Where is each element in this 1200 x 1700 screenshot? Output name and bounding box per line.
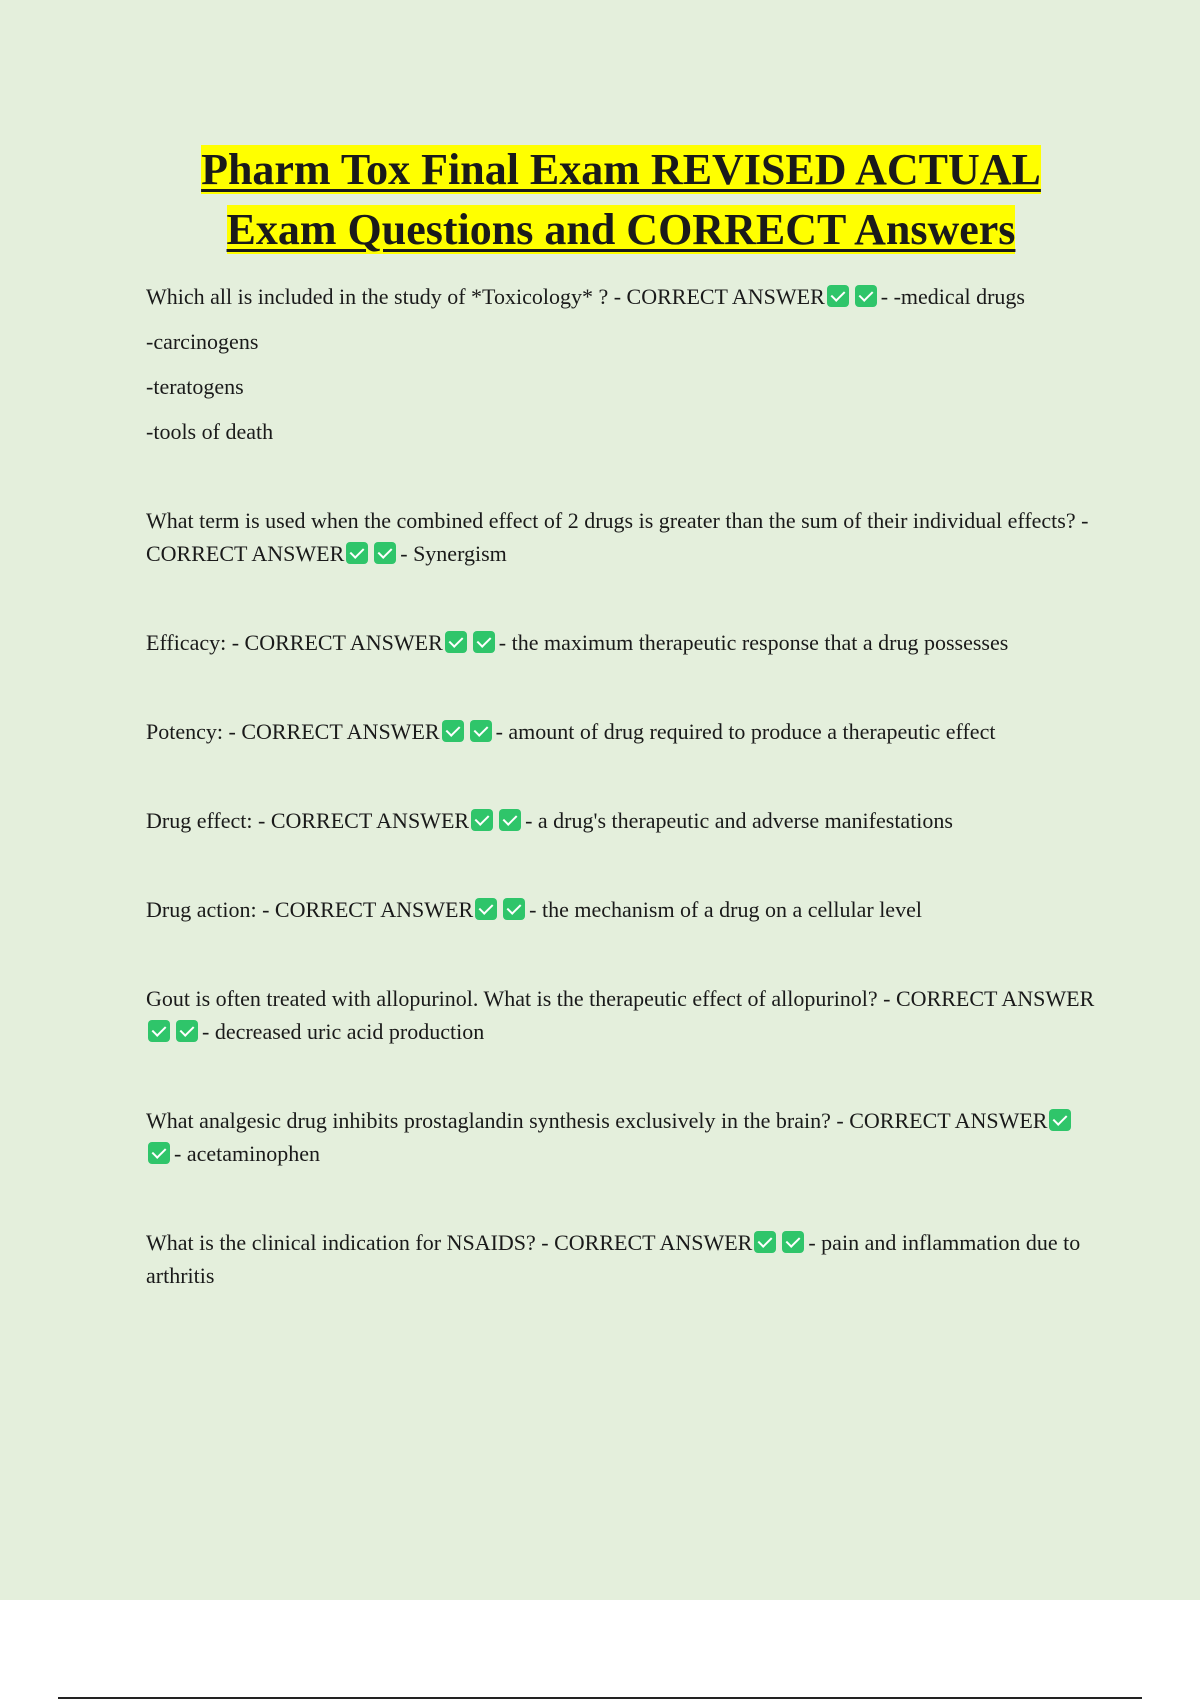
check-box-icon [445, 631, 467, 653]
check-box-icon [176, 1020, 198, 1042]
answer-text: - decreased uric acid production [202, 1019, 485, 1044]
question-text: Efficacy: - CORRECT ANSWER [146, 630, 443, 655]
check-box-icon [827, 285, 849, 307]
check-box-icon [503, 898, 525, 920]
qa-item [146, 715, 1096, 748]
answer-text: - the maximum therapeutic response that a drug possesses [498, 630, 1009, 655]
title-line-1: Pharm Tox Final Exam REVISED ACTUAL [201, 145, 1041, 194]
answer-extra-line: -carcinogens [146, 329, 259, 354]
question-text: What is the clinical indication for NSAIDS? - CORRECT ANSWER [146, 1230, 753, 1255]
check-box-icon [374, 542, 396, 564]
answer-extra-line: -tools of death [146, 419, 274, 444]
check-box-icon [782, 1231, 804, 1253]
answer-text: - pain and inflammation due to arthritis [146, 1230, 1081, 1288]
question-text: Potency: - CORRECT ANSWER [146, 719, 440, 744]
document-content [146, 140, 1096, 1348]
check-box-icon [754, 1231, 776, 1253]
title-line-2: Exam Questions and CORRECT Answers [226, 205, 1016, 254]
answer-extra-line: -teratogens [146, 374, 244, 399]
qa-line [146, 715, 1096, 748]
check-box-icon [473, 631, 495, 653]
question-text: Gout is often treated with allopurinol. What is the therapeutic effect of allopurinol? - CORRECT ANSWER [146, 986, 1095, 1011]
qa-item [146, 982, 1096, 1048]
answer-text: - Synergism [400, 541, 507, 566]
qa-line [146, 1104, 1096, 1170]
qa-line [146, 804, 1096, 837]
qa-line [146, 982, 1096, 1048]
check-box-icon [471, 809, 493, 831]
question-text: What term is used when the combined effect of 2 drugs is greater than the sum of their individual effects? - CORRECT ANSWER [146, 508, 1089, 566]
check-box-icon [148, 1020, 170, 1042]
answer-text: - amount of drug required to produce a therapeutic effect [495, 719, 996, 744]
qa-line [146, 626, 1096, 659]
answer-text: - a drug's therapeutic and adverse manifestations [525, 808, 953, 833]
question-text: Drug action: - CORRECT ANSWER [146, 897, 474, 922]
answer-text: - the mechanism of a drug on a cellular level [529, 897, 922, 922]
document-title [146, 140, 1096, 260]
footer-divider [58, 1697, 1142, 1699]
qa-line [146, 280, 1096, 313]
qa-item [146, 1104, 1096, 1170]
check-box-icon [499, 809, 521, 831]
check-box-icon [442, 720, 464, 742]
qa-line [146, 893, 1096, 926]
qa-item [146, 893, 1096, 926]
check-box-icon [855, 285, 877, 307]
question-text: Drug effect: - CORRECT ANSWER [146, 808, 470, 833]
answer-text: - acetaminophen [174, 1141, 320, 1166]
qa-item [146, 804, 1096, 837]
qa-item [146, 280, 1096, 448]
qa-item [146, 504, 1096, 570]
check-box-icon [475, 898, 497, 920]
qa-item [146, 626, 1096, 659]
check-box-icon [470, 720, 492, 742]
qa-item [146, 1226, 1096, 1292]
question-text: Which all is included in the study of *Toxicology* ? - CORRECT ANSWER [146, 284, 825, 309]
check-box-icon [148, 1142, 170, 1164]
check-box-icon [346, 542, 368, 564]
check-box-icon [1049, 1109, 1071, 1131]
qa-line [146, 504, 1096, 570]
question-text: What analgesic drug inhibits prostaglandin synthesis exclusively in the brain? - CORRECT ANSWER [146, 1108, 1048, 1133]
answer-text: - -medical drugs [880, 284, 1025, 309]
qa-line [146, 1226, 1096, 1292]
